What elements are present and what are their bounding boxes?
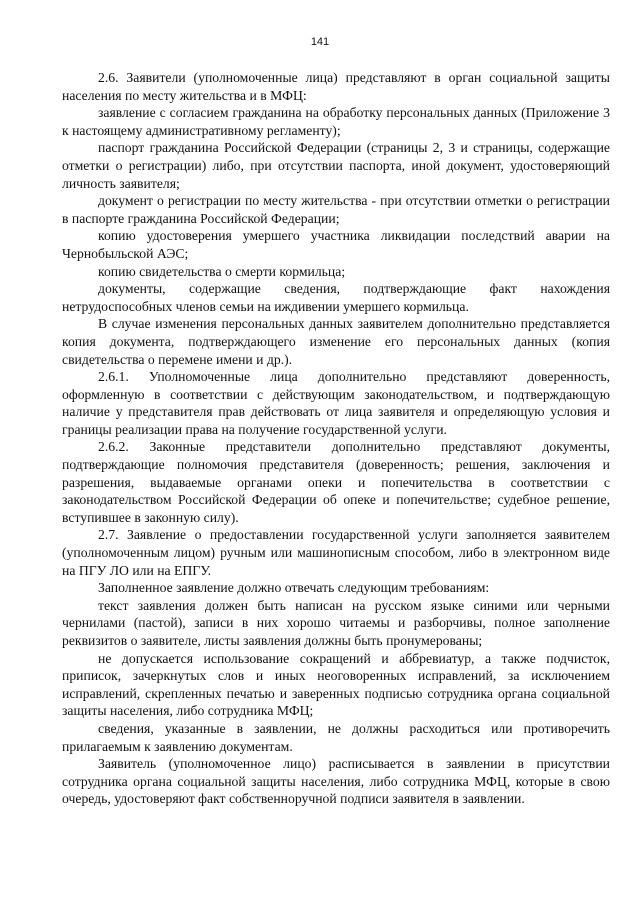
paragraph-2-7: 2.7. Заявление о предоставлении государственной услуги заполняется заявителем (уполномоченным лицом) ручным или машинописным способом, либо в электронном виде на ПГУ ЛО или на ЕПГУ. xyxy=(62,527,610,578)
paragraph-death-certificate: копию свидетельства о смерти кормильца; xyxy=(98,263,346,279)
page-number: 141 xyxy=(310,36,330,48)
document-body xyxy=(62,69,610,808)
paragraph-dependents-documents: документы, содержащие сведения, подтверждающие факт нахождения нетрудоспособных членов семьи на иждивении умершего кормильца. xyxy=(62,281,610,314)
paragraph-2-6-2: 2.6.2. Законные представители дополнительно представляют документы, подтверждающие полномочия представителя (доверенность; решения, заключения и разрешения, выдаваемые органами опеки и попечительства в соответствии с законодательством Российской Федерации об опеке и попечительстве; судебное решение, вступившее в законную силу). xyxy=(62,439,610,525)
paragraph-registration-document: документ о регистрации по месту жительства - при отсутствии отметки о регистрации в паспорте гражданина Российской Федерации; xyxy=(62,193,610,226)
paragraph-requirements-intro: Заполненное заявление должно отвечать следующим требованиям: xyxy=(98,580,490,596)
paragraph-text-requirements: текст заявления должен быть написан на русском языке синими или черными чернилами (пастой), записи в них хорошо читаемы и разборчивы, полное заполнение реквизитов о заявителе, листы заявления должны быть пронумерованы; xyxy=(62,597,610,648)
paragraph-personal-data-change: В случае изменения персональных данных заявителем дополнительно представляется копия документа, подтверждающего изменение его персональных данных (копия свидетельства о перемене имени и др.). xyxy=(62,316,610,367)
paragraph-chernobyl-certificate: копию удостоверения умершего участника ликвидации последствий аварии на Чернобыльской АЭС; xyxy=(62,228,610,261)
paragraph-consistency: сведения, указанные в заявлении, не должны расходиться или противоречить прилагаемым к заявлению документам. xyxy=(62,720,610,754)
paragraph-2-6: 2.6. Заявители (уполномоченные лица) представляют в орган социальной защиты населения по месту жительства и в МФЦ: xyxy=(62,70,610,103)
paragraph-no-abbreviations: не допускается использование сокращений и аббревиатур, а также подчисток, приписок, зачеркнутых слов и иных неоговоренных исправлений, за исключением исправлений, скрепленных печатью и заверенных подписью сотрудника органа социальной защиты населения, либо сотрудника МФЦ; xyxy=(62,650,610,719)
paragraph-consent-application: заявление с согласием гражданина на обработку персональных данных (Приложение 3 к настоящему административному регламенту); xyxy=(62,105,610,138)
paragraph-passport: паспорт гражданина Российской Федерации (страницы 2, 3 и страницы, содержащие отметки о регистрации) либо, при отсутствии паспорта, иной документ, удостоверяющий личность заявителя; xyxy=(62,140,610,191)
paragraph-2-6-1: 2.6.1. Уполномоченные лица дополнительно представляют доверенность, оформленную в соответствии с действующим законодательством, и подтверждающую наличие у представителя прав действовать от лица заявителя и определяющую условия и границы реализации права на получение государственной услуги. xyxy=(62,369,610,437)
paragraph-signature: Заявитель (уполномоченное лицо) расписывается в заявлении в присутствии сотрудника органа социальной защиты населения, либо сотрудника МФЦ, которые в свою очередь, удостоверяют факт собственноручной подписи заявителя в заявлении. xyxy=(62,756,610,807)
